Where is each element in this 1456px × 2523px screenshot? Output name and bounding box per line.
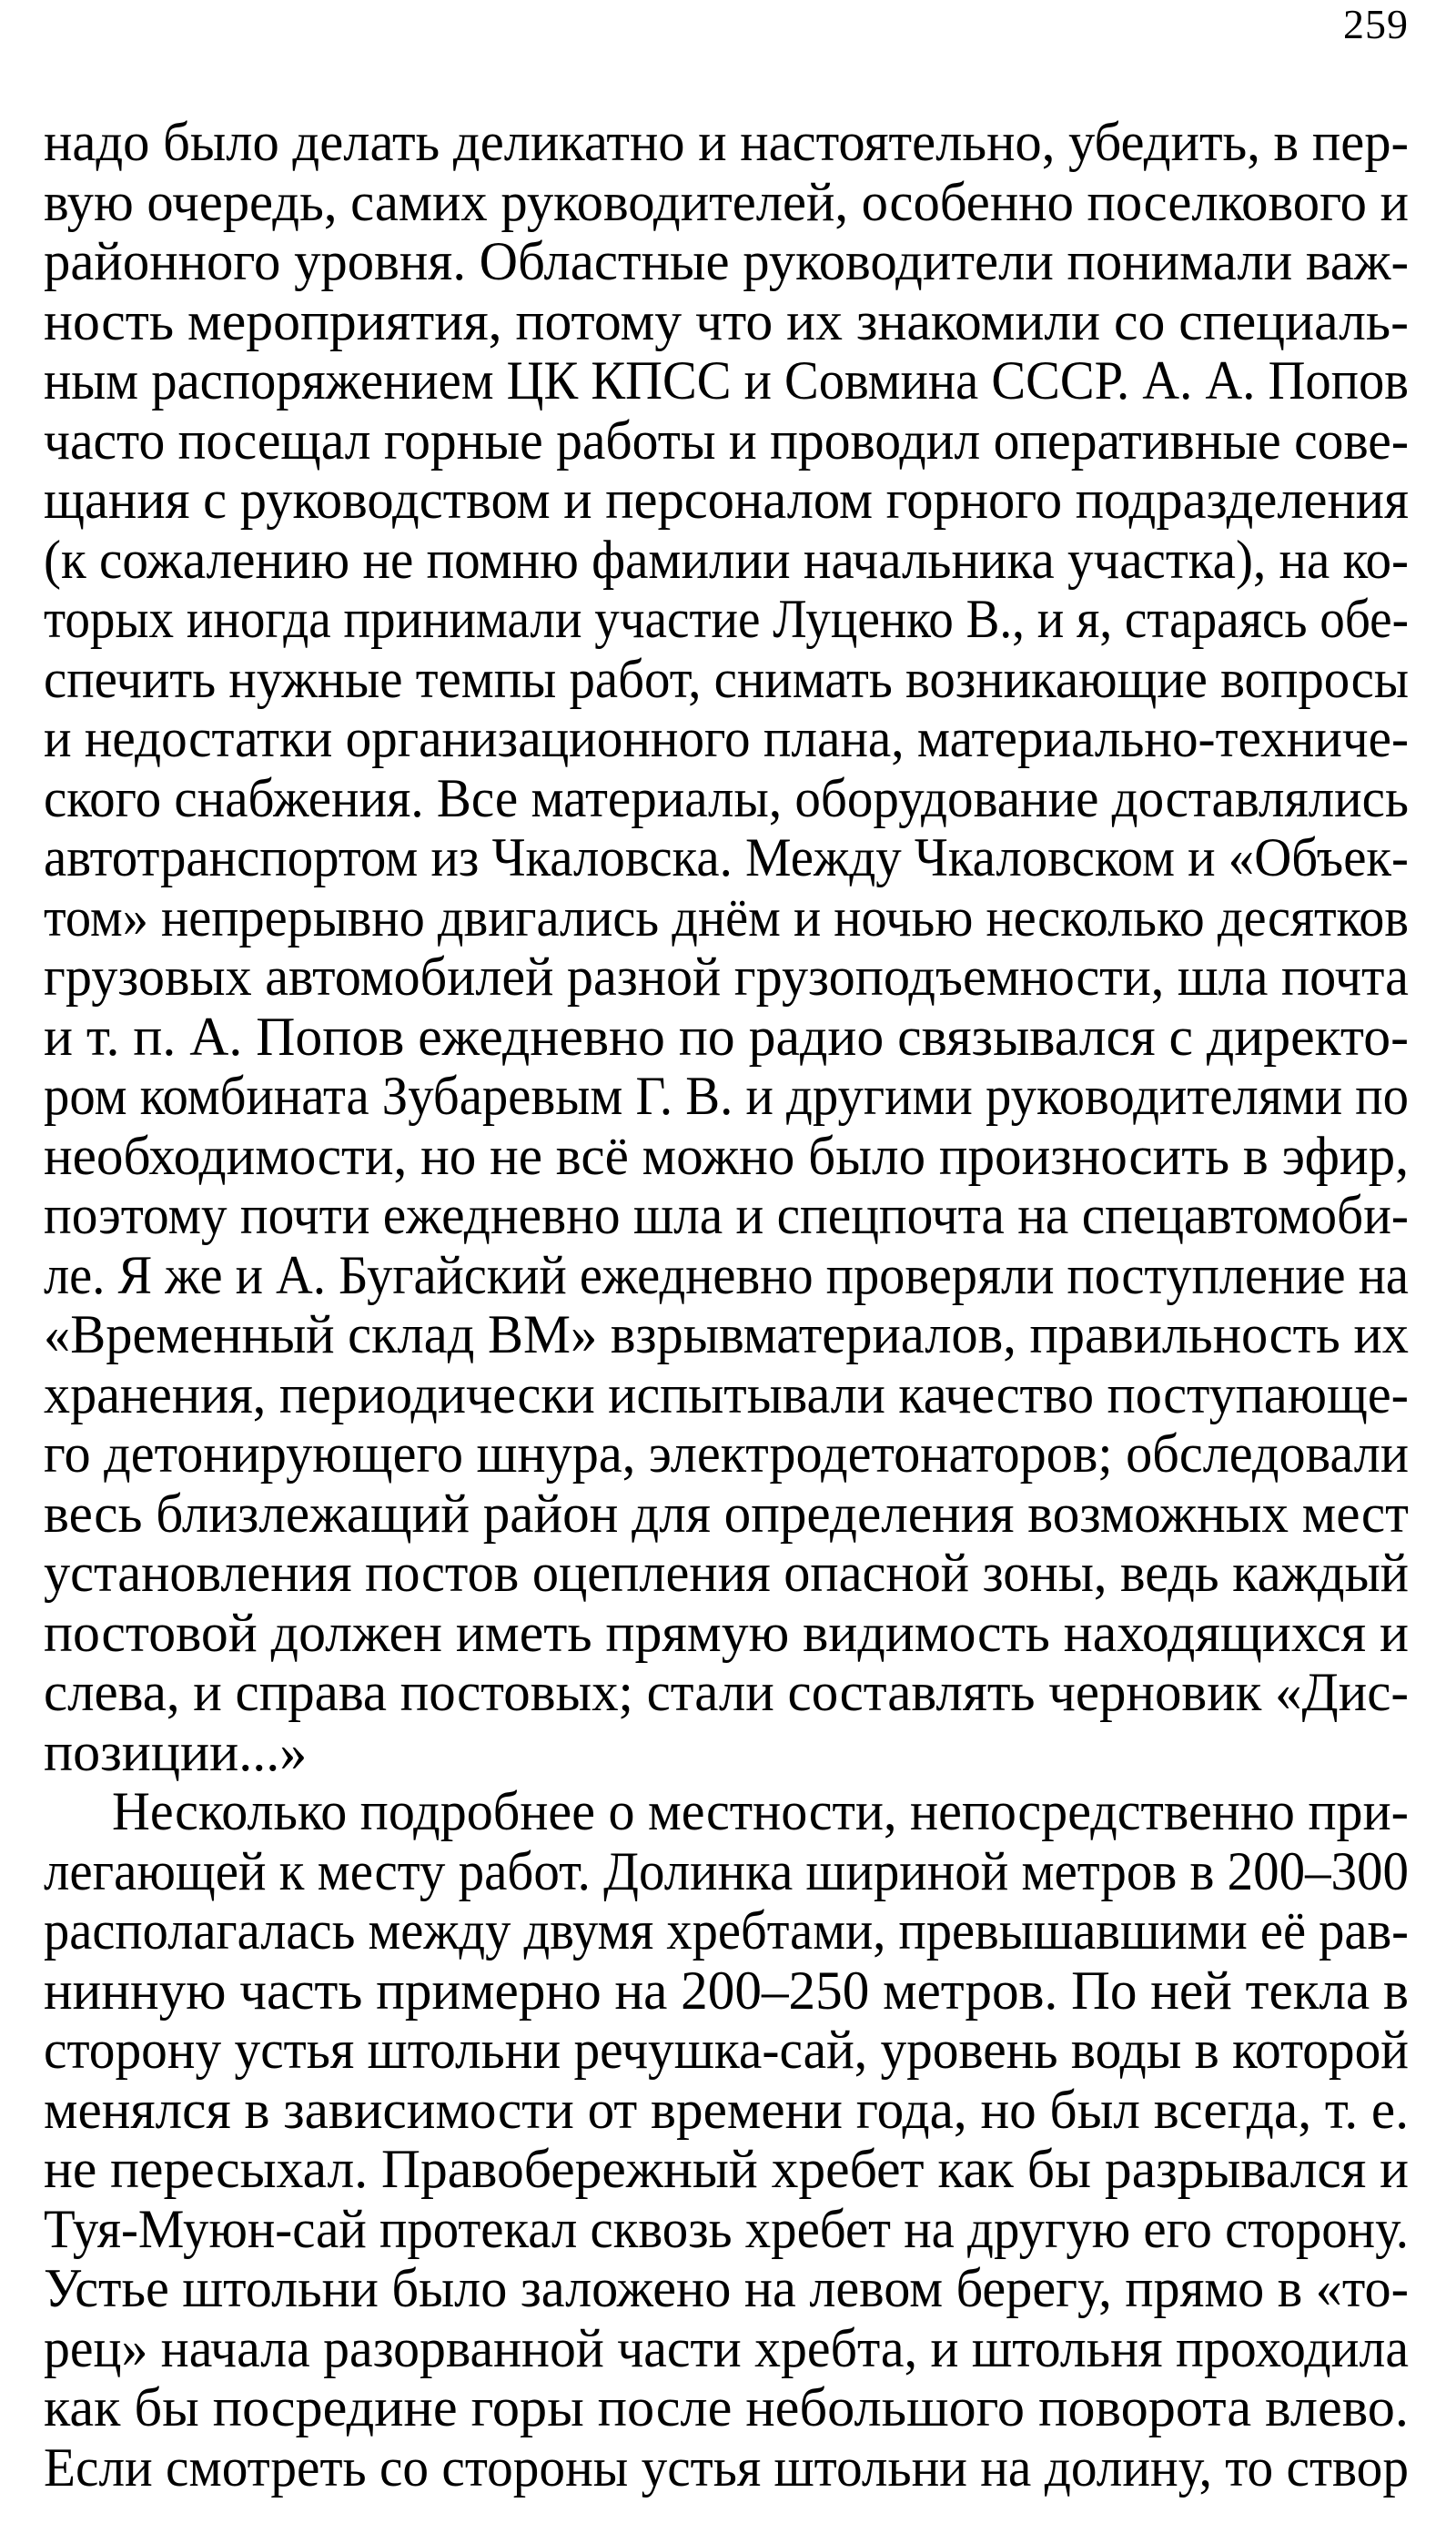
text-line <box>44 888 1409 948</box>
text-line <box>44 1305 1409 1365</box>
text-line-content: спечить нужные темпы работ, снимать возникающие вопросы <box>44 648 1409 709</box>
text-line-content: часто посещал горные работы и проводил оперативные сове- <box>44 410 1409 471</box>
text-line-content: Устье штольни было заложено на левом берегу, прямо в «то- <box>44 2258 1409 2318</box>
text-line <box>44 2021 1409 2081</box>
text-line <box>44 1842 1409 1902</box>
text-line <box>44 2140 1409 2200</box>
text-line-content: не пересыхал. Правобережный хребет как бы разрывался и <box>44 2139 1409 2199</box>
text-line <box>44 1961 1409 2021</box>
text-line <box>44 531 1409 591</box>
text-line-content: районного уровня. Областные руководители понимали важ- <box>44 231 1409 291</box>
text-line-content: позиции...» <box>44 1721 308 1782</box>
text-line-content: «Временный склад ВМ» взрывматериалов, правильность их <box>44 1304 1409 1364</box>
text-line-content: и т. п. А. Попов ежедневно по радио связывался с директо- <box>44 1006 1409 1067</box>
text-line <box>44 1127 1409 1187</box>
text-line-content: весь близлежащий район для определения возможных мест <box>44 1483 1409 1544</box>
text-line-content: ность мероприятия, потому что их знакомили со специаль- <box>44 290 1409 351</box>
text-line-content: Если смотреть со стороны устья штольни на долину, то створ <box>44 2437 1409 2498</box>
text-line <box>44 650 1409 710</box>
text-line-content: вую очередь, самих руководителей, особенно поселкового и <box>44 171 1409 232</box>
text-line <box>44 351 1409 411</box>
text-line-content: хранения, периодически испытывали качество поступающе- <box>44 1363 1409 1424</box>
text-line <box>44 1186 1409 1246</box>
text-line-content: ле. Я же и А. Бугайский ежедневно проверяли поступление на <box>44 1244 1409 1305</box>
text-line-content: легающей к месту работ. Долинка шириной метров в 200–300 <box>44 1840 1409 1901</box>
text-line-content: го детонирующего шнура, электродетонаторов; обследовали <box>44 1424 1409 1484</box>
text-line <box>44 947 1409 1008</box>
text-line-content: рец» начала разорванной части хребта, и штольня проходила <box>44 2317 1409 2378</box>
text-line-content: ром комбината Зубаревым Г. В. и другими руководителями по <box>44 1066 1409 1126</box>
text-line-content: слева, и справа постовых; стали составлять черновик «Дис- <box>44 1662 1409 1722</box>
text-line-content: (к сожалению не помню фамилии начальника участка), на ко- <box>44 529 1409 590</box>
text-line <box>44 2378 1409 2438</box>
text-line <box>44 1365 1409 1425</box>
text-line <box>44 1901 1409 1961</box>
text-line-content: установления постов оцепления опасной зоны, ведь каждый <box>44 1543 1409 1603</box>
text-line <box>44 1544 1409 1604</box>
text-line <box>44 232 1409 292</box>
text-line <box>44 1663 1409 1723</box>
text-line <box>44 292 1409 352</box>
text-line-content: нинную часть примерно на 200–250 метров. По ней текла в <box>44 1960 1409 2021</box>
text-line <box>44 1782 1409 1842</box>
text-line-content: и недостатки организационного плана, материально-техниче- <box>44 708 1409 768</box>
text-line <box>44 471 1409 531</box>
text-line <box>44 2319 1409 2379</box>
text-line <box>44 411 1409 471</box>
text-line <box>44 709 1409 769</box>
text-line <box>44 2200 1409 2260</box>
text-line <box>44 1604 1409 1664</box>
text-line <box>44 113 1409 173</box>
text-line <box>44 2081 1409 2141</box>
text-line <box>44 828 1409 888</box>
text-line <box>44 173 1409 233</box>
text-line <box>44 1484 1409 1545</box>
text-line-content: ным распоряжением ЦК КПСС и Совмина СССР. А. А. Попов <box>44 350 1409 410</box>
text-block <box>44 113 1409 2498</box>
text-line-content: торых иногда принимали участие Луценко В., и я, стараясь обе- <box>44 589 1409 649</box>
text-line <box>44 1008 1409 1068</box>
text-line-content: как бы посредине горы после небольшого поворота влево. <box>44 2377 1409 2437</box>
text-line-content: автотранспортом из Чкаловска. Между Чкаловском и «Объек- <box>44 827 1409 887</box>
text-line-content: поэтому почти ежедневно шла и спецпочта на спецавтомоби- <box>44 1185 1409 1245</box>
text-line <box>44 1424 1409 1484</box>
text-line-content: том» непрерывно двигались днём и ночью несколько десятков <box>44 887 1409 947</box>
text-line <box>44 1246 1409 1306</box>
text-line <box>44 2438 1409 2498</box>
text-line <box>44 1067 1409 1127</box>
text-line <box>44 2259 1409 2319</box>
text-line-content: щания с руководством и персоналом горного подразделения <box>44 470 1409 530</box>
text-line-content: располагалась между двумя хребтами, превышавшими её рав- <box>44 1900 1409 1961</box>
text-line <box>44 1723 1409 1783</box>
text-line-content: Туя-Муюн-сай протекал сквозь хребет на другую его сторону. <box>44 2198 1409 2259</box>
text-line-content: необходимости, но не всё можно было произносить в эфир, <box>44 1125 1409 1186</box>
page-number: 259 <box>1343 1 1409 47</box>
text-line <box>44 769 1409 829</box>
text-line-content: постовой должен иметь прямую видимость находящихся и <box>44 1602 1409 1663</box>
text-line-content: грузовых автомобилей разной грузоподъемности, шла почта <box>44 947 1409 1007</box>
text-line <box>44 590 1409 650</box>
text-line-content: ского снабжения. Все материалы, оборудование доставлялись <box>44 767 1409 828</box>
text-line-content: сторону устья штольни речушка-сай, уровень воды в которой <box>44 2020 1409 2080</box>
text-line-content: надо было делать деликатно и настоятельно, убедить, в пер- <box>44 112 1409 172</box>
text-line-content: менялся в зависимости от времени года, но был всегда, т. е. <box>44 2079 1409 2140</box>
text-line-content: Несколько подробнее о местности, непосредственно при- <box>112 1781 1409 1841</box>
